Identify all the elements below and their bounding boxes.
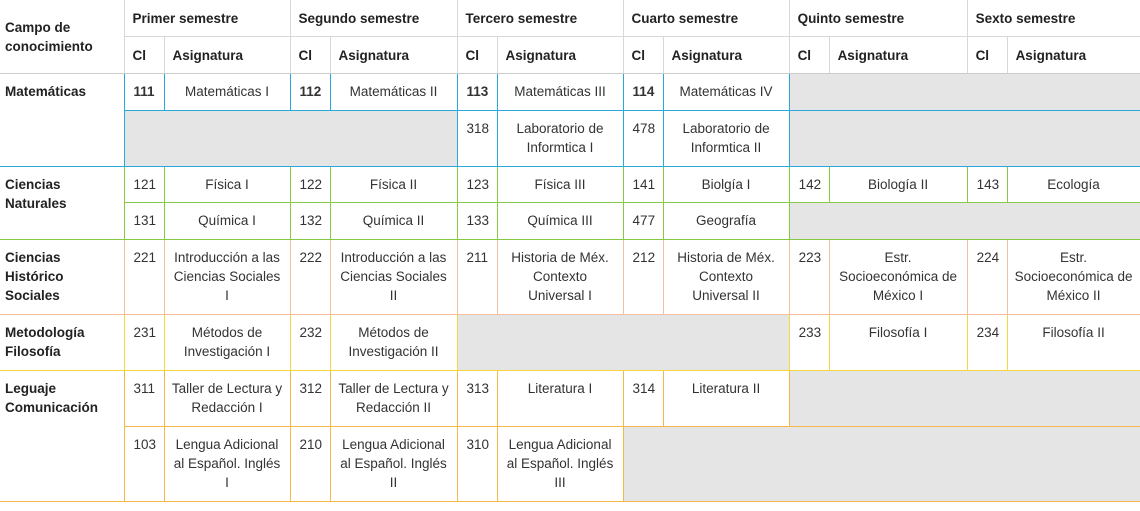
asignatura-header: Asignatura (1007, 37, 1140, 74)
cell-cl: 131 (124, 203, 164, 240)
table-row (0, 240, 1140, 315)
cell-asignatura: Matemáticas III (497, 74, 623, 111)
cell-asignatura: Física II (330, 167, 457, 203)
cell-cl: 122 (290, 167, 330, 203)
cell-asignatura: Lengua Adicional al Español. Inglés III (497, 427, 623, 502)
cell-cl: 234 (967, 315, 1007, 371)
cell-asignatura: Introducción a las Ciencias Sociales I (164, 240, 290, 315)
empty-cell (124, 111, 457, 167)
cell-asignatura: Lengua Adicional al Español. Inglés II (330, 427, 457, 502)
cell-asignatura: Literatura I (497, 371, 623, 427)
table-row (0, 111, 1140, 167)
cell-asignatura: Química I (164, 203, 290, 240)
empty-cell (623, 427, 1140, 502)
cell-asignatura: Métodos de Investigación I (164, 315, 290, 371)
cell-asignatura: Química II (330, 203, 457, 240)
cell-asignatura: Métodos de Investigación II (330, 315, 457, 371)
cell-asignatura: Filosofía II (1007, 315, 1140, 371)
cell-cl: 312 (290, 371, 330, 427)
cell-asignatura: Biolgía I (663, 167, 789, 203)
cell-asignatura: Biología II (829, 167, 967, 203)
cell-asignatura: Filosofía I (829, 315, 967, 371)
table-row (0, 371, 1140, 427)
cl-header: Cl (124, 37, 164, 74)
empty-cell (789, 111, 1140, 167)
cell-cl: 223 (789, 240, 829, 315)
cell-cl: 233 (789, 315, 829, 371)
cell-cl: 211 (457, 240, 497, 315)
cell-cl: 318 (457, 111, 497, 167)
semester-6-header: Sexto semestre (967, 0, 1140, 37)
asignatura-header: Asignatura (330, 37, 457, 74)
cell-asignatura: Estr. Socioeconómica de México I (829, 240, 967, 315)
cell-asignatura: Estr. Socioeconómica de México II (1007, 240, 1140, 315)
cell-cl: 132 (290, 203, 330, 240)
cell-cl: 313 (457, 371, 497, 427)
cell-cl: 212 (623, 240, 663, 315)
cl-header: Cl (457, 37, 497, 74)
cell-asignatura: Introducción a las Ciencias Sociales II (330, 240, 457, 315)
cl-header: Cl (290, 37, 330, 74)
cell-asignatura: Laboratorio de Informtica I (497, 111, 623, 167)
cell-cl: 224 (967, 240, 1007, 315)
cell-asignatura: Literatura II (663, 371, 789, 427)
cell-cl: 210 (290, 427, 330, 502)
semester-5-header: Quinto semestre (789, 0, 967, 37)
table-row (0, 167, 1140, 203)
empty-cell (789, 371, 1140, 427)
cell-asignatura: Geografía (663, 203, 789, 240)
cell-cl: 121 (124, 167, 164, 203)
cell-cl: 231 (124, 315, 164, 371)
cell-cl: 143 (967, 167, 1007, 203)
cell-asignatura: Taller de Lectura y Redacción II (330, 371, 457, 427)
cell-asignatura: Historia de Méx. Contexto Universal I (497, 240, 623, 315)
table-row (0, 315, 1140, 371)
cell-cl: 477 (623, 203, 663, 240)
semester-2-header: Segundo semestre (290, 0, 457, 37)
asignatura-header: Asignatura (663, 37, 789, 74)
semester-1-header: Primer semestre (124, 0, 290, 37)
asignatura-header: Asignatura (164, 37, 290, 74)
table-row (0, 74, 1140, 111)
cell-cl: 141 (623, 167, 663, 203)
table-row (0, 203, 1140, 240)
cell-cl: 478 (623, 111, 663, 167)
empty-cell (457, 315, 789, 371)
cell-asignatura: Física I (164, 167, 290, 203)
cell-asignatura: Matemáticas II (330, 74, 457, 111)
cell-asignatura: Taller de Lectura y Redacción I (164, 371, 290, 427)
cl-header: Cl (623, 37, 663, 74)
campo-name: Ciencias Histórico Sociales (0, 240, 124, 315)
cell-asignatura: Química III (497, 203, 623, 240)
cell-asignatura: Lengua Adicional al Español. Inglés I (164, 427, 290, 502)
empty-cell (789, 203, 1140, 240)
asignatura-header: Asignatura (829, 37, 967, 74)
cell-cl: 310 (457, 427, 497, 502)
campo-name: Ciencias Naturales (0, 167, 124, 240)
cell-cl: 142 (789, 167, 829, 203)
cell-cl: 221 (124, 240, 164, 315)
cell-asignatura: Matemáticas IV (663, 74, 789, 111)
cell-cl: 113 (457, 74, 497, 111)
cell-cl: 112 (290, 74, 330, 111)
cell-cl: 103 (124, 427, 164, 502)
cell-asignatura: Física III (497, 167, 623, 203)
semester-4-header: Cuarto semestre (623, 0, 789, 37)
cell-asignatura: Ecología (1007, 167, 1140, 203)
cell-asignatura: Matemáticas I (164, 74, 290, 111)
cell-cl: 133 (457, 203, 497, 240)
campo-name: Matemáticas (0, 74, 124, 167)
cell-cl: 111 (124, 74, 164, 111)
campo-name: Metodología Filosofía (0, 315, 124, 371)
campo-name: Leguaje Comunicación (0, 371, 124, 502)
semester-3-header: Tercero semestre (457, 0, 623, 37)
asignatura-header: Asignatura (497, 37, 623, 74)
table-row (0, 427, 1140, 502)
cell-cl: 311 (124, 371, 164, 427)
cl-header: Cl (967, 37, 1007, 74)
cell-cl: 222 (290, 240, 330, 315)
cell-asignatura: Historia de Méx. Contexto Universal II (663, 240, 789, 315)
cell-cl: 114 (623, 74, 663, 111)
cell-asignatura: Laboratorio de Informtica II (663, 111, 789, 167)
campo-header: Campo de conocimiento (0, 0, 124, 74)
cell-cl: 123 (457, 167, 497, 203)
empty-cell (789, 74, 1140, 111)
cell-cl: 232 (290, 315, 330, 371)
cell-cl: 314 (623, 371, 663, 427)
cl-header: Cl (789, 37, 829, 74)
